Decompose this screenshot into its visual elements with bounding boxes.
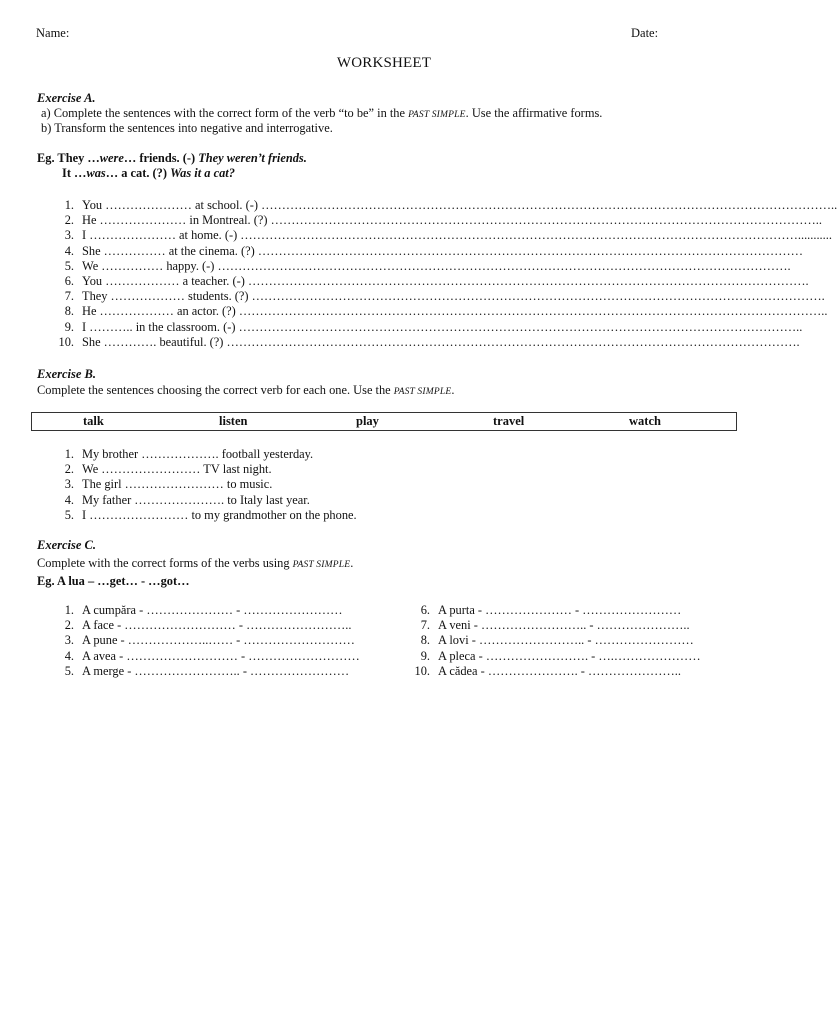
item-text: I ………………… at home. (-) ………………………………………………………………………………………………………………………........... bbox=[82, 228, 832, 243]
name-label: Name: bbox=[36, 26, 70, 40]
item-number: 4. bbox=[64, 648, 74, 663]
example-1-label: Eg. They … bbox=[37, 151, 100, 165]
item-number: 6. bbox=[64, 273, 74, 288]
list-item bbox=[56, 228, 832, 243]
list-item bbox=[56, 664, 406, 679]
exercise-a-list bbox=[56, 198, 837, 350]
verb-play: play bbox=[356, 414, 379, 428]
item-number: 10. bbox=[414, 663, 430, 678]
list-item bbox=[412, 664, 742, 679]
item-number: 8. bbox=[420, 633, 430, 648]
item-number: 3. bbox=[64, 633, 74, 648]
list-item bbox=[56, 477, 456, 492]
exercise-a-title: Exercise A. bbox=[37, 91, 96, 105]
exercise-a-example-2 bbox=[62, 166, 235, 181]
item-number: 4. bbox=[64, 243, 74, 258]
item-text: A veni - …………………….. - ………………….. bbox=[438, 618, 690, 633]
item-text: I …………………… to my grandmother on the phone. bbox=[82, 507, 357, 522]
verb-talk: talk bbox=[83, 414, 104, 428]
item-number: 7. bbox=[64, 289, 74, 304]
list-item bbox=[56, 508, 456, 523]
exercise-c-example: Eg. A lua – …get… - …got… bbox=[37, 574, 190, 588]
item-number: 5. bbox=[64, 663, 74, 678]
item-number: 10. bbox=[58, 334, 74, 349]
item-number: 1. bbox=[64, 198, 74, 212]
exercise-c-title: Exercise C. bbox=[37, 538, 97, 552]
list-item bbox=[56, 462, 456, 477]
item-number: 3. bbox=[64, 477, 74, 492]
exercise-a-example-1 bbox=[37, 151, 307, 166]
item-text: A purta - ………………… - …………………… bbox=[438, 603, 682, 617]
list-item bbox=[56, 289, 825, 304]
item-text: My father …………………. to Italy last year. bbox=[82, 492, 310, 507]
instruction-c-tense: PAST SIMPLE bbox=[292, 560, 351, 570]
list-item bbox=[56, 213, 822, 228]
list-item bbox=[56, 633, 406, 648]
example-1-verb: were bbox=[99, 151, 124, 165]
date-label: Date: bbox=[631, 26, 659, 40]
item-text: She …………… at the cinema. (?) …………………………………………………………………………………………………………………… bbox=[82, 243, 804, 258]
item-number: 7. bbox=[420, 618, 430, 633]
item-number: 1. bbox=[64, 447, 74, 461]
instruction-c-text-end: . bbox=[350, 556, 354, 570]
verb-watch: watch bbox=[629, 414, 661, 428]
list-item bbox=[56, 618, 406, 633]
item-number: 1. bbox=[64, 603, 74, 617]
verb-box bbox=[31, 412, 737, 431]
item-text: A pleca - ……………………. - ….………………… bbox=[438, 648, 701, 663]
example-1-answer: They weren’t friends. bbox=[198, 151, 307, 165]
instruction-b-text-start: Complete the sentences choosing the correct verb for each one. Use the bbox=[37, 383, 394, 397]
item-text: A face - ……………………… - …………………….. bbox=[82, 618, 352, 633]
list-item bbox=[412, 649, 742, 664]
page-title: WORKSHEET bbox=[336, 55, 432, 71]
item-text: A pune - ………………..…… - ……………………… bbox=[82, 633, 355, 648]
list-item bbox=[56, 198, 837, 213]
item-text: The girl …………………… to music. bbox=[82, 477, 273, 492]
item-number: 9. bbox=[64, 319, 74, 334]
verb-listen: listen bbox=[219, 414, 248, 428]
item-text: We …………………… TV last night. bbox=[82, 462, 272, 477]
item-text: We …………… happy. (-) …………………………………………………………………………………………………………………………. bbox=[82, 258, 791, 273]
list-item bbox=[412, 618, 742, 633]
exercise-c-instruction bbox=[37, 556, 353, 573]
item-text: A cumpăra - ………………… - …………………… bbox=[82, 603, 343, 617]
item-text: A merge - …………………….. - …………………… bbox=[82, 663, 350, 678]
example-2-label: It … bbox=[62, 166, 87, 180]
item-text: He ……………… an actor. (?) …………………………………………………………………………………………………………………………….. bbox=[82, 304, 828, 319]
item-number: 2. bbox=[64, 462, 74, 477]
example-2-answer: Was it a cat? bbox=[170, 166, 235, 180]
exercise-b-list bbox=[56, 447, 456, 523]
list-item bbox=[56, 493, 456, 508]
item-text: A lovi - …………………….. - …………………… bbox=[438, 633, 694, 648]
example-2-verb: was bbox=[86, 166, 106, 180]
exercise-a-instruction-b: b) Transform the sentences into negative and interrogative. bbox=[41, 121, 333, 135]
instruction-a-tense: PAST SIMPLE bbox=[408, 110, 466, 120]
item-number: 5. bbox=[64, 507, 74, 522]
exercise-c-left-list bbox=[56, 603, 406, 679]
item-text: They ……………… students. (?) …………………………………………………………………………………………………………………………. bbox=[82, 289, 825, 304]
list-item bbox=[56, 243, 804, 259]
item-text: I ……….. in the classroom. (-) ……………………………………………………………………………………………………………………….. bbox=[82, 319, 803, 334]
list-item bbox=[56, 258, 791, 274]
item-text: A avea - ……………………… - ……………………… bbox=[82, 648, 360, 663]
instruction-b-tense: PAST SIMPLE bbox=[393, 387, 452, 397]
item-text: You ……………… a teacher. (-) ………………………………………………………………………………………………………………………. bbox=[82, 273, 809, 288]
item-number: 3. bbox=[64, 228, 74, 243]
list-item bbox=[56, 304, 828, 319]
list-item bbox=[56, 273, 809, 289]
instruction-c-text-start: Complete with the correct forms of the verbs using bbox=[37, 556, 293, 570]
item-text: She …………. beautiful. (?) …………………………………………………………………………………………………………………………. bbox=[82, 334, 800, 349]
item-number: 6. bbox=[420, 603, 430, 617]
item-number: 8. bbox=[64, 304, 74, 319]
instruction-a-text-start: a) Complete the sentences with the correct form of the verb “to be” in the bbox=[41, 106, 409, 120]
verb-travel: travel bbox=[493, 414, 525, 428]
item-text: You ………………… at school. (-) ………………………………………………………………………………………………………………………….. bbox=[82, 198, 837, 212]
list-item bbox=[56, 649, 406, 664]
item-number: 9. bbox=[420, 648, 430, 663]
item-text: A cădea - …………………. - ………………….. bbox=[438, 663, 681, 678]
list-item bbox=[56, 334, 800, 350]
list-item bbox=[412, 603, 742, 618]
list-item bbox=[56, 319, 803, 335]
item-text: He ………………… in Montreal. (?) …………………………………………………………………………………………………………………….. bbox=[82, 213, 822, 228]
item-number: 4. bbox=[64, 492, 74, 507]
instruction-b-text-end: . bbox=[451, 383, 455, 397]
example-2-middle: … a cat. (?) bbox=[105, 166, 171, 180]
list-item bbox=[56, 603, 406, 618]
list-item bbox=[56, 447, 456, 462]
list-item bbox=[412, 633, 742, 648]
exercise-b-title: Exercise B. bbox=[37, 367, 97, 381]
instruction-a-text-end: . Use the affirmative forms. bbox=[465, 106, 603, 120]
exercise-c-right-list bbox=[412, 603, 742, 679]
item-number: 2. bbox=[64, 618, 74, 633]
item-text: My brother ………………. football yesterday. bbox=[82, 447, 314, 461]
example-1-middle: … friends. (-) bbox=[123, 151, 199, 165]
item-number: 5. bbox=[64, 258, 74, 273]
exercise-b-instruction bbox=[37, 383, 454, 400]
item-number: 2. bbox=[64, 213, 74, 228]
